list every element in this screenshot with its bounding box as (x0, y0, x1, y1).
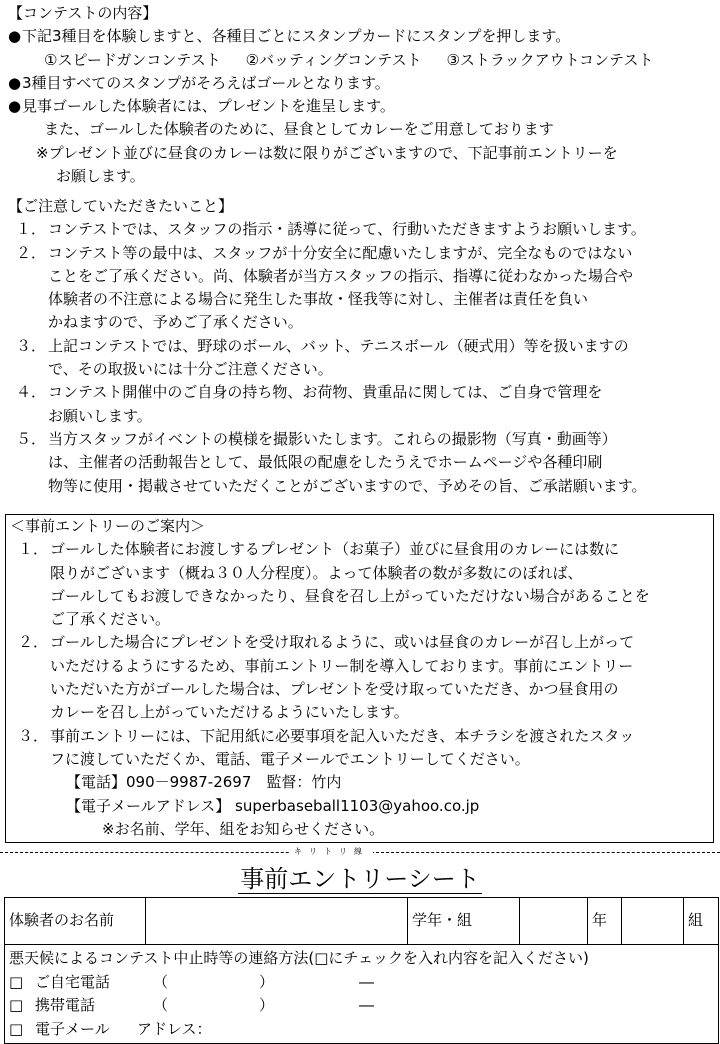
entry-item-2-line: カレーを召し上がっていただけるようにいたします。 (50, 703, 409, 722)
grade-field[interactable] (520, 898, 588, 945)
note-item-5-line: 物等に使用・掲載させていただくことがございますので、予めその旨、ご承諾願います。 (48, 476, 647, 495)
class-field[interactable] (622, 898, 684, 945)
note-item-5: ５． 当方スタッフがイベントの模様を撮影いたします。これらの撮影物（写真・動画等） (16, 429, 617, 448)
class-label: 組 (684, 898, 719, 945)
entry-phone: 【電話】090－9987-2697 監督：竹内 (66, 773, 342, 792)
entry-email-label: 【電子メールアドレス】 (66, 796, 231, 815)
entry-item-1: １． ゴールした体験者にお渡しするプレゼント（お菓子）並びに昼食用のカレーには数に (18, 540, 620, 559)
note-item-4: ４． コンテスト開催中のご自身の持ち物、お荷物、貴重品に関しては、ご自身で管理を (16, 383, 603, 402)
mobile-phone-row: □ 携帯電話 （ ） ― (9, 994, 714, 1018)
email-checkbox[interactable]: □ (9, 1019, 24, 1038)
entry-item-2: ２． ゴールした場合にプレゼントを受け取れるように、或いは昼食のカレーが召し上がって (18, 633, 635, 652)
entry-item-1-line: 限りがございます（概ね３０人分程度）。よって体験者の数が多数にのぼれば、 (50, 563, 583, 582)
entry-item-1-line: ご了承ください。 (50, 610, 171, 629)
entry-item-1-line: ゴールしてもお渡しできなかったり、昼食を召し上がっていただけない場合があることを (50, 586, 650, 605)
mobile-phone-checkbox[interactable]: □ (9, 996, 24, 1014)
note-item-2-line: ことをご了承ください。尚、体験者が当方スタッフの指示、指導に従わなかった場合や (48, 266, 634, 285)
note-item-2-line: 体験者の不注意による場合に発生した事故・怪我等に対し、主催者は責任を負い (48, 290, 589, 309)
cut-line-label: キリトリ線 (290, 847, 373, 857)
entry-heading: ＜事前エントリーのご案内＞ (10, 517, 206, 535)
email-address-label: アドレス： (137, 1019, 212, 1038)
email-label: 電子メール (35, 1019, 110, 1038)
home-phone-row: □ ご自宅電話 （ ） ― (9, 971, 714, 995)
notes-section (8, 195, 714, 498)
contact-method-cell (5, 945, 719, 1044)
event-speedgun: ①スピードガンコンテスト (44, 50, 221, 69)
note-item-1: １． コンテストでは、スタッフの指示・誘導に従って、行動いただきますようお願いします。 (16, 220, 646, 239)
home-phone-checkbox[interactable]: □ (9, 972, 24, 991)
contest-bullet-1: ●下記3種目を体験しますと、各種目ごとにスタンプカードにスタンプを押します。 (8, 27, 571, 46)
contest-extra-3: お願します。 (56, 167, 145, 186)
contest-extra-1: また、ゴールした体験者のために、昼食としてカレーをご用意しております (44, 120, 554, 139)
email-row (9, 1018, 714, 1042)
notes-heading: 【ご注意していただきたいこと】 (8, 197, 234, 215)
entry-item-3-line: フに渡していただくか、電話、電子メールでエントリーしてください。 (50, 749, 530, 768)
name-field[interactable] (146, 898, 408, 945)
event-batting: ②バッティングコンテスト (245, 50, 422, 69)
entry-note: ※お名前、学年、組をお知らせください。 (102, 819, 385, 838)
home-phone-dash: ― (359, 972, 374, 991)
home-phone-label: ご自宅電話 (35, 972, 111, 991)
contest-events (8, 49, 714, 72)
mobile-phone-dash: ― (359, 996, 374, 1014)
contest-bullet-2: ●3種目すべてのスタンプがそろえばゴールとなります。 (8, 73, 390, 92)
note-item-4-line: お願いします。 (48, 406, 152, 425)
note-item-3-line: で、その取扱いには十分ご注意ください。 (48, 360, 333, 379)
note-item-3: ３． 上記コンテストでは、野球のボール、バット、テニスボール（硬式用）等を扱いますの (16, 336, 629, 355)
event-struckout: ③ストラックアウトコンテスト (446, 50, 654, 69)
contact-heading: 悪天候によるコンテスト中止時等の連絡方法(□にチェックを入れ内容を記入ください) (9, 949, 589, 967)
entry-item-3: ３． 事前エントリーには、下記用紙に必要事項を記入いただき、本チラシを渡されたスタッ (18, 726, 635, 745)
grade-class-label: 学年・組 (408, 898, 520, 945)
note-item-5-line: は、主催者の活動報告として、最低限の配慮をしたうえでホームページや各種印刷 (48, 453, 603, 472)
entry-sheet-form (4, 897, 719, 1044)
contest-heading: 【コンテストの内容】 (8, 4, 158, 22)
entry-sheet-title: 事前エントリーシート (240, 865, 480, 893)
note-item-2: ２． コンテスト等の最中は、スタッフが十分安全に配慮いたしますが、完全なものではない (16, 243, 633, 262)
entry-guide-box (5, 514, 714, 843)
contest-bullet-3: ●見事ゴールした体験者には、プレゼントを進呈します。 (8, 97, 395, 116)
entry-item-2-line: いただいた方がゴールした場合は、プレゼントを受け取っていただき、かつ昼食用の (50, 680, 619, 699)
mobile-phone-label: 携帯電話 (35, 996, 96, 1014)
year-label: 年 (588, 898, 622, 945)
entry-item-2-line: いただけるようにするため、事前エントリー制を導入しております。事前にエントリー (50, 656, 634, 675)
contest-extra-2: ※プレゼント並びに昼食のカレーは数に限りがございますので、下記事前エントリーを (36, 143, 618, 162)
name-label: 体験者のお名前 (5, 898, 146, 945)
entry-email-link[interactable]: superbaseball1103@yahoo.co.jp (235, 796, 480, 815)
contest-section (8, 2, 714, 188)
note-item-2-line: かねますので、予めご了承ください。 (48, 313, 303, 332)
entry-email-line (10, 795, 713, 818)
